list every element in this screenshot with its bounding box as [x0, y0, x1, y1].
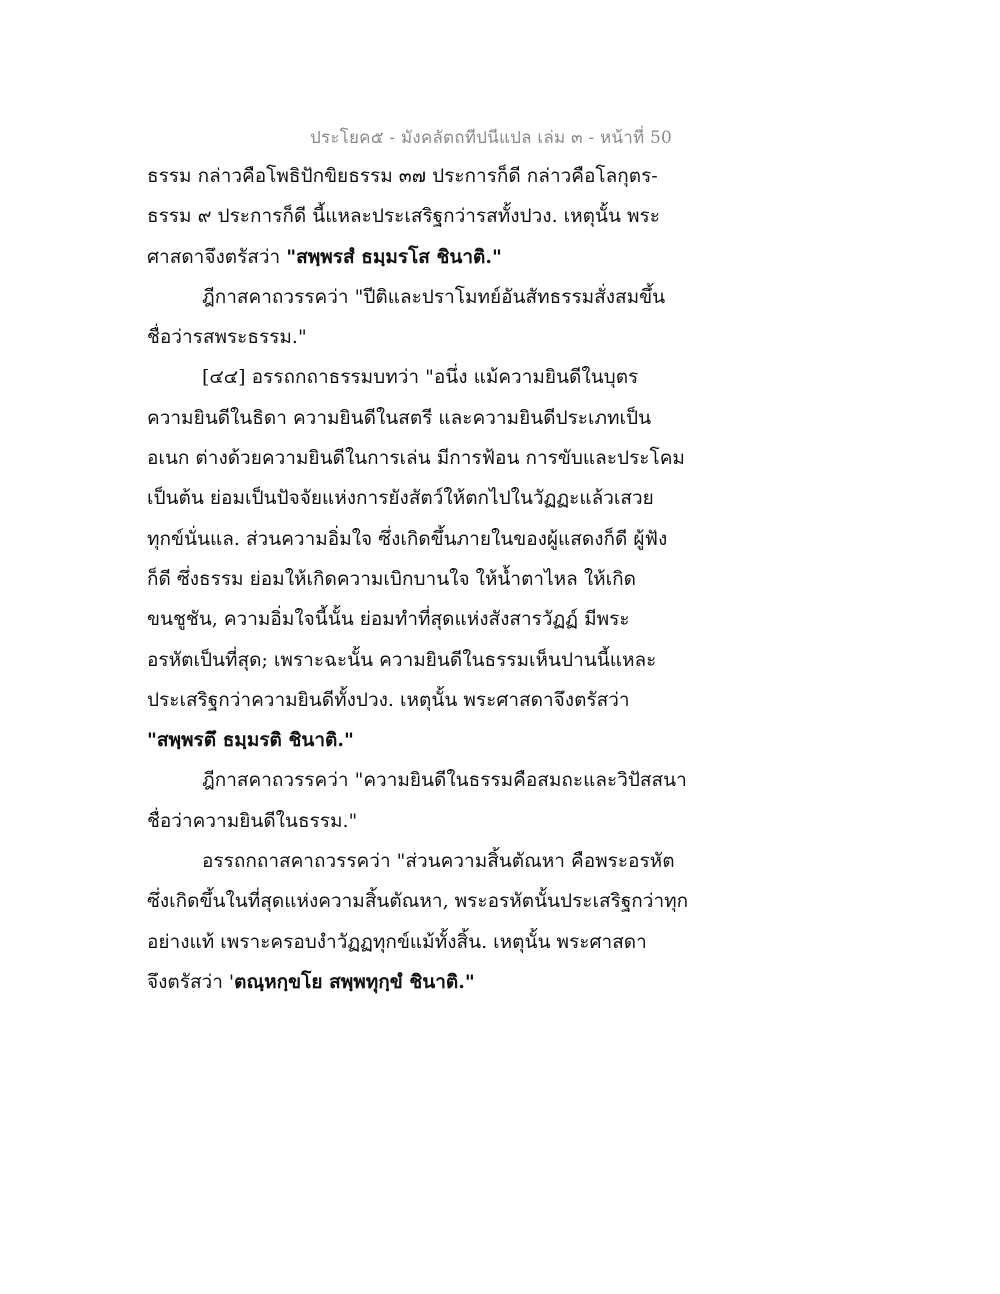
text-line: อย่างแท้ เพราะครอบงำวัฏฏทุกข์แม้ทั้งสิ้น. เหตุนั้น พระศาสดา: [147, 930, 647, 953]
text-line: ประเสริฐกว่าความยินดีทั้งปวง. เหตุนั้น พระศาสดาจึงตรัสว่า: [147, 688, 630, 711]
text-line: อเนก ต่างด้วยความยินดีในการเล่น มีการฟ้อน การขับและประโคม: [147, 447, 685, 470]
body-text: [147, 156, 689, 1002]
paragraph-first-line: ฎีกาสคาถวรรคว่า "ความยินดีในธรรมคือสมถะและวิปัสสนา: [202, 769, 687, 792]
text-fragment: จึงตรัสว่า ': [147, 970, 235, 993]
pali-quote: ตณฺหกฺขโย สพฺพทุกฺขํ ชินาติ.": [234, 970, 475, 993]
text-line: [147, 962, 667, 1002]
text-line: ชื่อว่าความยินดีในธรรม.": [147, 809, 358, 832]
text-line: ธรรม กล่าวคือโพธิปักขิยธรรม ๓๗ ประการก็ดี กล่าวคือโลกุตร-: [147, 165, 658, 187]
text-line: ก็ดี ซึ่งธรรม ย่อมให้เกิดความเบิกบานใจ ให้น้ำตาไหล ให้เกิด: [147, 567, 636, 590]
pali-quote: "สพฺพรตึ ธมฺมรติ ชินาติ.": [147, 729, 354, 752]
paragraph-first-line: [๔๔] อรรถกถาธรรมบทว่า "อนึ่ง แม้ความยินดีในบุตร: [202, 366, 639, 389]
text-line: ขนชูชัน, ความอิ่มใจนี้นั้น ย่อมทำที่สุดแห่งสังสารวัฏฏ์ มีพระ: [147, 608, 630, 631]
text-line: เป็นต้น ย่อมเป็นปัจจัยแห่งการยังสัตว์ให้ตกไปในวัฏฏะแล้วเสวย: [147, 487, 654, 510]
text-line: [147, 237, 667, 277]
text-line: ทุกข์นั่นแล. ส่วนความอิ่มใจ ซึ่งเกิดขึ้นภายในของผู้แสดงก็ดี ผู้ฟัง: [147, 527, 668, 550]
text-line: ซึ่งเกิดขึ้นในที่สุดแห่งความสิ้นตัณหา, พระอรหัตนั้นประเสริฐกว่าทุก: [147, 890, 689, 913]
text-line: อรหัตเป็นที่สุด; เพราะฉะนั้น ความยินดีในธรรมเห็นปานนี้แหละ: [147, 648, 657, 671]
paragraph-first-line: อรรถกถาสคาถวรรคว่า "ส่วนความสิ้นตัณหา คือพระอรหัต: [202, 850, 675, 873]
text-line: ธรรม ๙ ประการก็ดี นี้แหละประเสริฐกว่ารสทั้งปวง. เหตุนั้น พระ: [147, 205, 660, 228]
text-fragment: ศาสดาจึงตรัสว่า: [147, 245, 287, 268]
paragraph-first-line: ฎีกาสคาถวรรคว่า "ปีติและปราโมทย์อันสัทธรรมสั่งสมขึ้น: [202, 285, 666, 308]
text-line: ความยินดีในธิดา ความยินดีในสตรี และความยินดีประเภทเป็น: [147, 406, 652, 429]
text-line: ชื่อว่ารสพระธรรม.": [147, 326, 307, 349]
running-header: ประโยค๕ - มังคลัตถทีปนีแปล เล่ม ๓ - หน้าที่ 50: [310, 128, 672, 148]
pali-quote: "สพฺพรสํ ธมฺมรโส ชินาติ.": [286, 245, 502, 268]
